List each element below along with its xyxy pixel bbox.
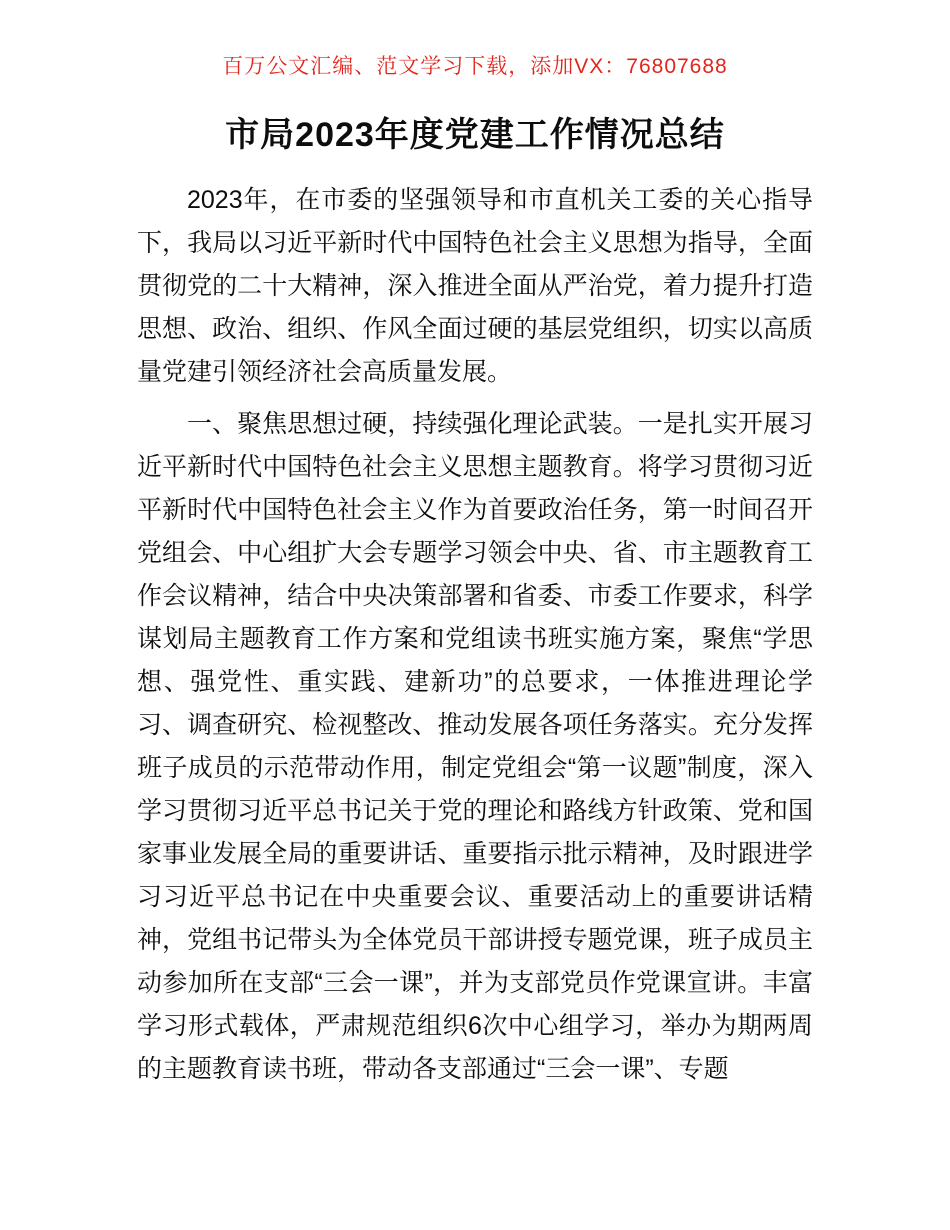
paragraph-section-one: 一、聚焦思想过硬，持续强化理论武装。一是扎实开展习近平新时代中国特色社会主义思想主题教育。将学习贯彻习近平新时代中国特色社会主义作为首要政治任务，第一时间召开党组会、中心组扩大会专题学习领会中央、省、市主题教育工作会议精神，结合中央决策部署和省委、市委工作要求，科学谋划局主题教育工作方案和党组读书班实施方案，聚焦“学思想、强党性、重实践、建新功”的总要求，一体推进理论学习、调查研究、检视整改、推动发展各项任务落实。充分发挥班子成员的示范带动作用，制定党组会“第一议题”制度，深入学习贯彻习近平总书记关于党的理论和路线方针政策、党和国家事业发展全局的重要讲话、重要指示批示精神，及时跟进学习习近平总书记在中央重要会议、重要活动上的重要讲话精神，党组书记带头为全体党员干部讲授专题党课，班子成员主动参加所在支部“三会一课”，并为支部党员作党课宣讲。丰富学习形式载体，严肃规范组织6次中心组学习，举办为期两周的主题教育读书班，带动各支部通过“三会一课”、专题 (137, 409, 813, 1083)
document-body (137, 179, 813, 1091)
page-title: 市局2023年度党建工作情况总结 (225, 116, 725, 154)
paragraph-intro: 2023年，在市委的坚强领导和市直机关工委的关心指导下，我局以习近平新时代中国特色社会主义思想为指导，全面贯彻党的二十大精神，深入推进全面从严治党，着力提升打造思想、政治、组织、作风全面过硬的基层党组织，切实以高质量党建引领经济社会高质量发展。 (137, 185, 813, 386)
header-notice: 百万公文汇编、范文学习下载，添加VX：76807688 (222, 55, 728, 78)
